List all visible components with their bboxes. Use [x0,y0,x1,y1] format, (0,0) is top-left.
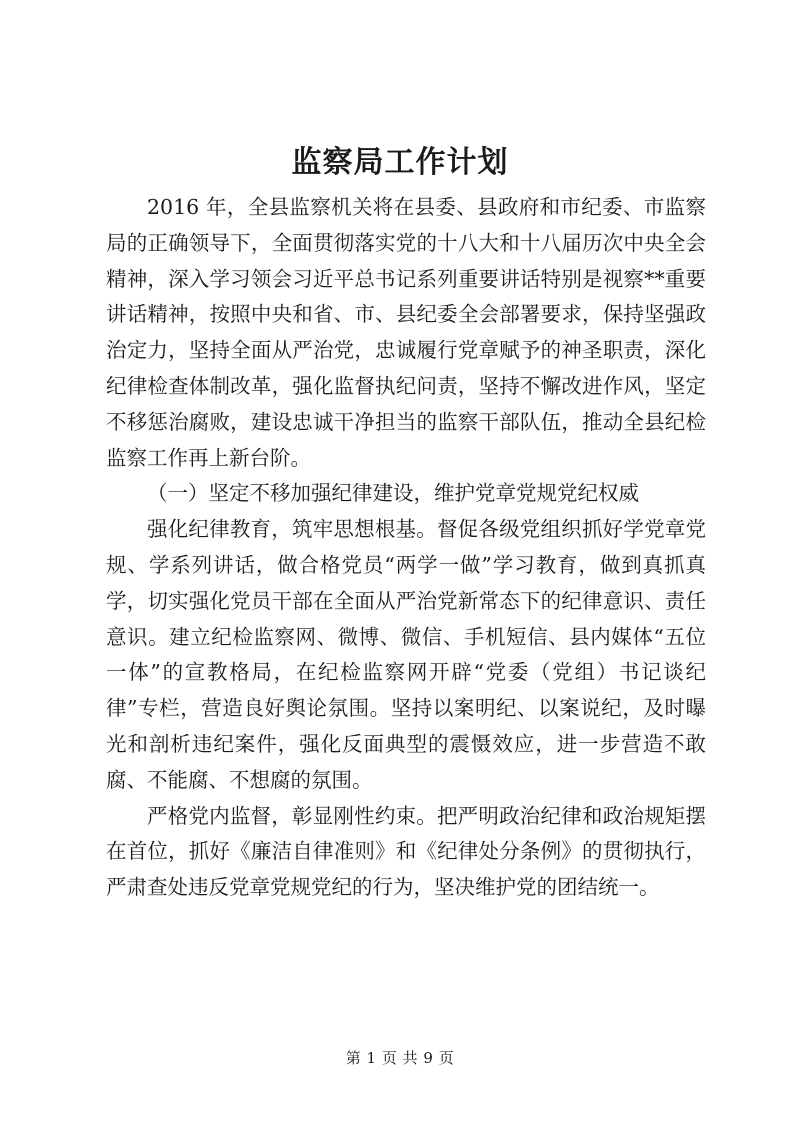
intro-paragraph: 2016 年，全县监察机关将在县委、县政府和市纪委、市监察局的正确领导下，全面贯彻落实党的十八大和十八届历次中央全会精神，深入学习领会习近平总书记系列重要讲话特别是视察**重要讲话精神，按照中央和省、市、县纪委全会部署要求，保持坚强政治定力，坚持全面从严治党，忠诚履行党章赋予的神圣职责，深化纪律检查体制改革，强化监督执纪问责，坚持不懈改进作风，坚定不移惩治腐败，建设忠诚干净担当的监察干部队伍，推动全县纪检监察工作再上新台阶。 [106,195,706,470]
discipline-education-paragraph: 强化纪律教育，筑牢思想根基。督促各级党组织抓好学党章党规、学系列讲话，做合格党员“两学一做”学习教育，做到真抓真学，切实强化党员干部在全面从严治党新常态下的纪律意识、责任意识。建立纪检监察网、微博、微信、手机短信、县内媒体“五位一体”的宣教格局，在纪检监察网开辟“党委（党组）书记谈纪律”专栏，营造良好舆论氛围。坚持以案明纪、以案说纪，及时曝光和剖析违纪案件，强化反面典型的震慑效应，进一步营造不敢腐、不能腐、不想腐的氛围。 [106,517,706,792]
page-footer: 第 1 页 共 9 页 [345,1049,455,1067]
section-heading-1: （一）坚定不移加强纪律建设，维护党章党规党纪权威 [147,481,639,506]
party-supervision-paragraph: 严格党内监督，彰显刚性约束。把严明政治纪律和政治规矩摆在首位，抓好《廉洁自律准则》和《纪律处分条例》的贯彻执行，严肃查处违反党章党规党纪的行为，坚决维护党的团结统一。 [106,803,706,900]
document-title: 监察局工作计划 [291,145,509,180]
document-body [106,190,706,906]
